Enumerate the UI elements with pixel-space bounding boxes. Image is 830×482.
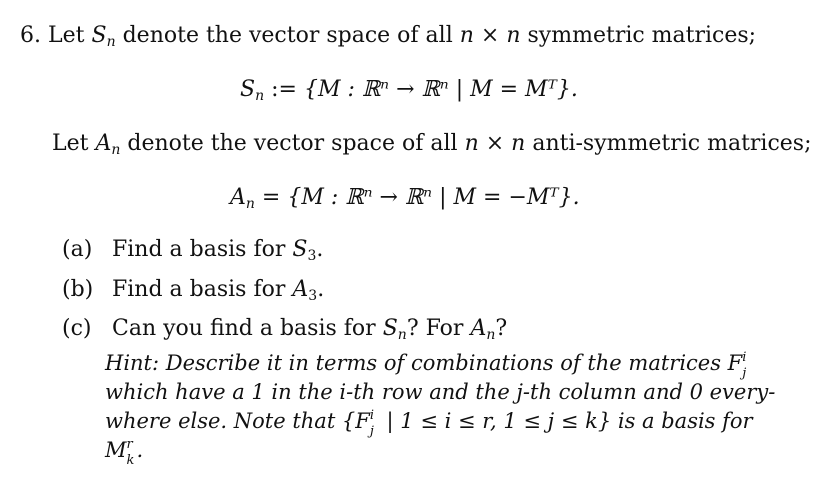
hint-text: which have a 1 in the i-th row and the j-th column and 0 every- [105, 380, 776, 404]
subscript-n: n [255, 88, 265, 104]
superscript-r: r [126, 437, 133, 452]
statement-tail: symmetric matrices; [527, 23, 757, 48]
symbol-A: A [95, 131, 112, 156]
assign-symbol: := [271, 77, 297, 102]
superscript-i: i [369, 408, 375, 423]
matrix-indices [369, 408, 380, 439]
hint-text: where else. Note that {F [105, 409, 370, 433]
symbol-S: S [292, 237, 308, 262]
problem-number: 6. [20, 23, 41, 48]
hint-text: | 1 ≤ i ≤ r, 1 ≤ j ≤ k} is a basis for [379, 409, 753, 433]
matrix-space-symbol: M [105, 438, 127, 462]
equals-symbol: = [261, 185, 281, 210]
problem-statement-line-2 [52, 130, 812, 164]
part-text: Can you find a basis for [112, 316, 376, 341]
symbol-S: S [91, 23, 107, 48]
sym-definition-equation [240, 76, 578, 110]
part-label: (b) [62, 277, 94, 302]
statement-text: denote the vector space of all [122, 23, 453, 48]
part-c-mid: ? For [406, 316, 464, 341]
part-c-end: ? [495, 316, 508, 341]
set-definition: {M : ℝⁿ → ℝⁿ | M = Mᵀ}. [303, 77, 578, 102]
subscript-n: n [486, 327, 496, 343]
symbol-A: A [470, 316, 487, 341]
subscript-n: n [397, 327, 407, 343]
matrix-indices [742, 350, 752, 381]
hint-line-3 [105, 407, 753, 439]
part-a: (a) Find a basis for $S_3$. [62, 237, 324, 264]
symbol-A: A [292, 277, 309, 302]
hint-line-1 [105, 349, 752, 381]
matrix-space-indices [126, 437, 137, 468]
part-label: (a) [62, 237, 93, 262]
statement-tail: anti-symmetric matrices; [532, 131, 812, 156]
part-label: (c) [62, 316, 92, 341]
anti-definition-equation [230, 184, 580, 218]
symbol-S: S [240, 77, 256, 102]
period: . [136, 438, 144, 462]
let-word: Let [48, 23, 85, 48]
subscript-n: n [245, 196, 255, 212]
problem-statement-line-1 [20, 22, 756, 56]
n-by-n: n × n [459, 23, 521, 48]
symbol-A: A [230, 185, 246, 210]
subscript-j: j [369, 424, 374, 439]
subscript-n: n [111, 142, 121, 158]
n-by-n: n × n [464, 131, 526, 156]
part-b: (b) Find a basis for $A_3$. [62, 277, 325, 304]
subscript-k: k [126, 453, 135, 468]
subscript-3: 3 [307, 248, 317, 264]
part-text: Find a basis for [112, 237, 286, 262]
subscript-j: j [742, 366, 747, 381]
hint-text: Hint: Describe it in terms of combinations of the matrices F [105, 351, 743, 375]
superscript-i: i [742, 350, 747, 365]
hint-line-2 [105, 378, 775, 406]
part-c [62, 315, 507, 349]
subscript-n: n [106, 34, 116, 50]
set-definition: {M : ℝⁿ → ℝⁿ | M = −Mᵀ}. [287, 185, 580, 210]
statement-text: denote the vector space of all [127, 131, 458, 156]
symbol-S: S [382, 316, 398, 341]
subscript-3: 3 [308, 288, 318, 304]
hint-line-4 [105, 436, 144, 468]
let-word: Let [52, 131, 89, 156]
part-text: Find a basis for [112, 277, 286, 302]
